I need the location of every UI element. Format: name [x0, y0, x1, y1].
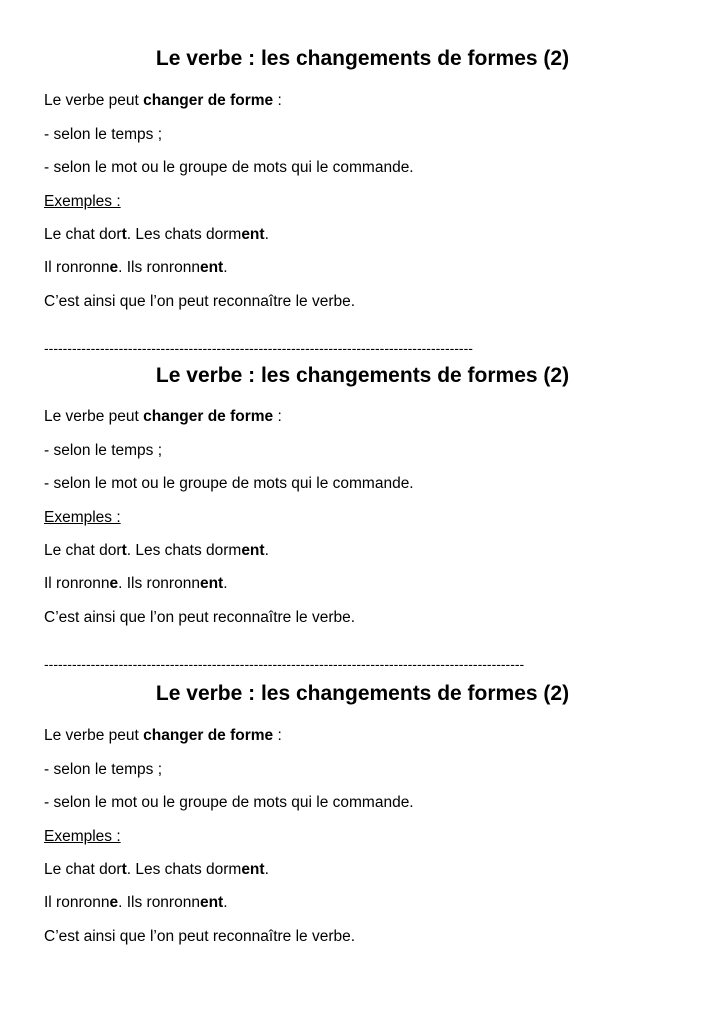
- example-text: .: [223, 894, 228, 911]
- intro-bold: changer de forme: [143, 727, 274, 744]
- example-text: . Les chats dorm: [126, 542, 242, 559]
- example-text: .: [223, 575, 228, 592]
- intro-line: [44, 91, 282, 111]
- example-text: . Les chats dorm: [126, 226, 242, 243]
- separator-line: --------------------------------------------------------------------------------------------: [44, 340, 473, 356]
- example-ending: ent: [241, 861, 265, 878]
- intro-bold: changer de forme: [143, 92, 274, 109]
- section-title: Le verbe : les changements de formes (2): [155, 364, 570, 387]
- examples-label: Exemples :: [44, 828, 121, 845]
- intro-prefix: Le verbe peut: [44, 408, 144, 425]
- point-subject: - selon le mot ou le groupe de mots qui le commande.: [44, 794, 414, 811]
- section-title: Le verbe : les changements de formes (2): [155, 682, 570, 705]
- point-subject: - selon le mot ou le groupe de mots qui le commande.: [44, 159, 414, 176]
- example-ending: e: [109, 259, 119, 276]
- example-ending: t: [121, 542, 127, 559]
- intro-suffix: :: [273, 408, 282, 425]
- intro-prefix: Le verbe peut: [44, 92, 144, 109]
- point-tense: - selon le temps ;: [44, 761, 163, 778]
- example-text: . Ils ronronn: [118, 259, 200, 276]
- example-text: Le chat dor: [44, 226, 122, 243]
- example-text: . Ils ronronn: [118, 894, 200, 911]
- example-ending: t: [121, 861, 127, 878]
- example-ending: ent: [199, 894, 224, 911]
- example-text: .: [264, 226, 269, 243]
- example-text: .: [264, 542, 269, 559]
- example-ending: e: [109, 894, 119, 911]
- conclusion-line: C’est ainsi que l’on peut reconnaître le verbe.: [44, 609, 356, 626]
- examples-label: Exemples :: [44, 509, 121, 526]
- example-text: Le chat dor: [44, 542, 122, 559]
- example-line-2: [44, 893, 228, 913]
- example-text: Le chat dor: [44, 861, 122, 878]
- point-tense: - selon le temps ;: [44, 126, 163, 143]
- conclusion-line: C’est ainsi que l’on peut reconnaître le verbe.: [44, 928, 356, 945]
- example-line-2: [44, 258, 228, 278]
- point-tense: - selon le temps ;: [44, 442, 163, 459]
- intro-line: [44, 726, 282, 746]
- example-ending: e: [109, 575, 119, 592]
- example-ending: t: [121, 226, 127, 243]
- example-line-1: [44, 860, 269, 880]
- example-text: .: [223, 259, 228, 276]
- example-text: Il ronronn: [44, 575, 110, 592]
- example-text: . Ils ronronn: [118, 575, 200, 592]
- intro-line: [44, 407, 282, 427]
- section-title: Le verbe : les changements de formes (2): [155, 47, 570, 70]
- example-ending: ent: [199, 259, 224, 276]
- conclusion-line: C’est ainsi que l’on peut reconnaître le verbe.: [44, 293, 356, 310]
- intro-bold: changer de forme: [143, 408, 274, 425]
- example-ending: ent: [241, 542, 265, 559]
- example-ending: ent: [199, 575, 224, 592]
- intro-prefix: Le verbe peut: [44, 727, 144, 744]
- examples-label: Exemples :: [44, 193, 121, 210]
- intro-suffix: :: [273, 92, 282, 109]
- separator-line: -------------------------------------------------------------------------------------------------------: [44, 656, 525, 672]
- intro-suffix: :: [273, 727, 282, 744]
- example-line-1: [44, 225, 269, 245]
- point-subject: - selon le mot ou le groupe de mots qui le commande.: [44, 475, 414, 492]
- example-text: Il ronronn: [44, 894, 110, 911]
- example-text: . Les chats dorm: [126, 861, 242, 878]
- example-text: .: [264, 861, 269, 878]
- example-line-1: [44, 541, 269, 561]
- example-text: Il ronronn: [44, 259, 110, 276]
- example-ending: ent: [241, 226, 265, 243]
- example-line-2: [44, 574, 228, 594]
